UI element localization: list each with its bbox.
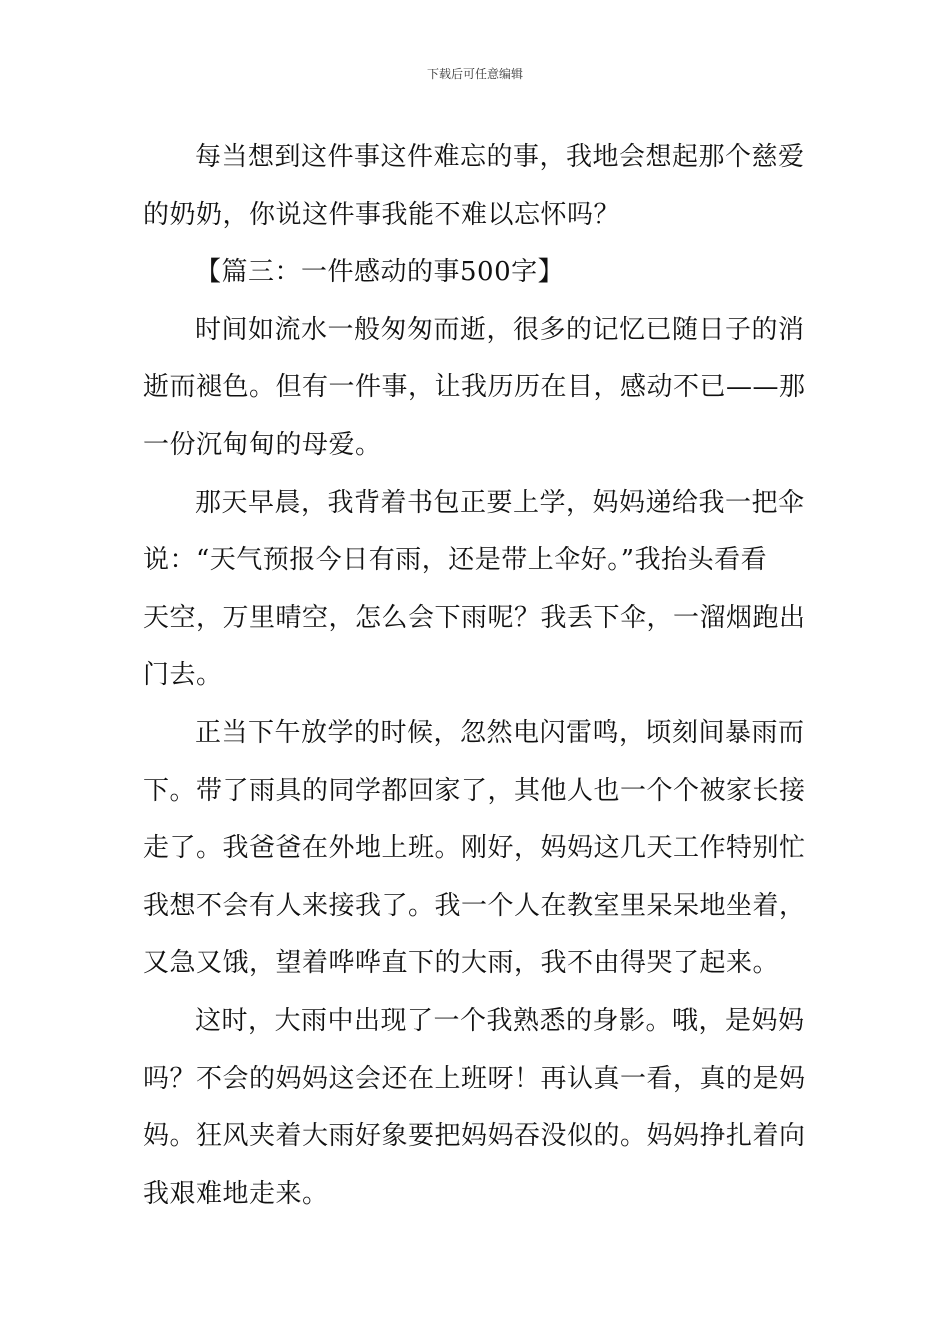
paragraph-4: 正当下午放学的时候，忽然电闪雷鸣，顷刻间暴雨而 下。带了雨具的同学都回家了，其他人也一个个被家长接 走了。我爸爸在外地上班。刚好，妈妈这几天工作特别忙 我想不会有人来接我了。我一个人在教室里呆呆地坐着， 又急又饿，望着哗哗直下的大雨，我不由得哭了起来。 bbox=[143, 717, 806, 979]
paragraph-5: 这时，大雨中出现了一个我熟悉的身影。哦，是妈妈 吗？不会的妈妈这会还在上班呀！再认真一看，真的是妈 妈。狂风夹着大雨好象要把妈妈吞没似的。妈妈挣扎着向 我艰难地走来。 bbox=[143, 1005, 806, 1209]
paragraph-2: 时间如流水一般匆匆而逝，很多的记忆已随日子的消 逝而褪色。但有一件事，让我历历在目，感动不已——那 一份沉甸甸的母爱。 bbox=[143, 314, 806, 460]
paragraph-1: 每当想到这件事这件难忘的事，我地会想起那个慈爱 的奶奶，你说这件事我能不难以忘怀吗？ bbox=[143, 142, 805, 230]
document-body bbox=[143, 129, 807, 1223]
paragraph-3: 那天早晨，我背着书包正要上学，妈妈递给我一把伞 说：“天气预报今日有雨，还是带上伞好。”我抬头看看 天空，万里晴空，怎么会下雨呢？我丢下伞，一溜烟跑出 门去。 bbox=[143, 487, 806, 691]
header-note: 下载后可任意编辑 bbox=[426, 67, 523, 81]
section-title: 【篇三：一件感动的事500字】 bbox=[195, 257, 565, 288]
